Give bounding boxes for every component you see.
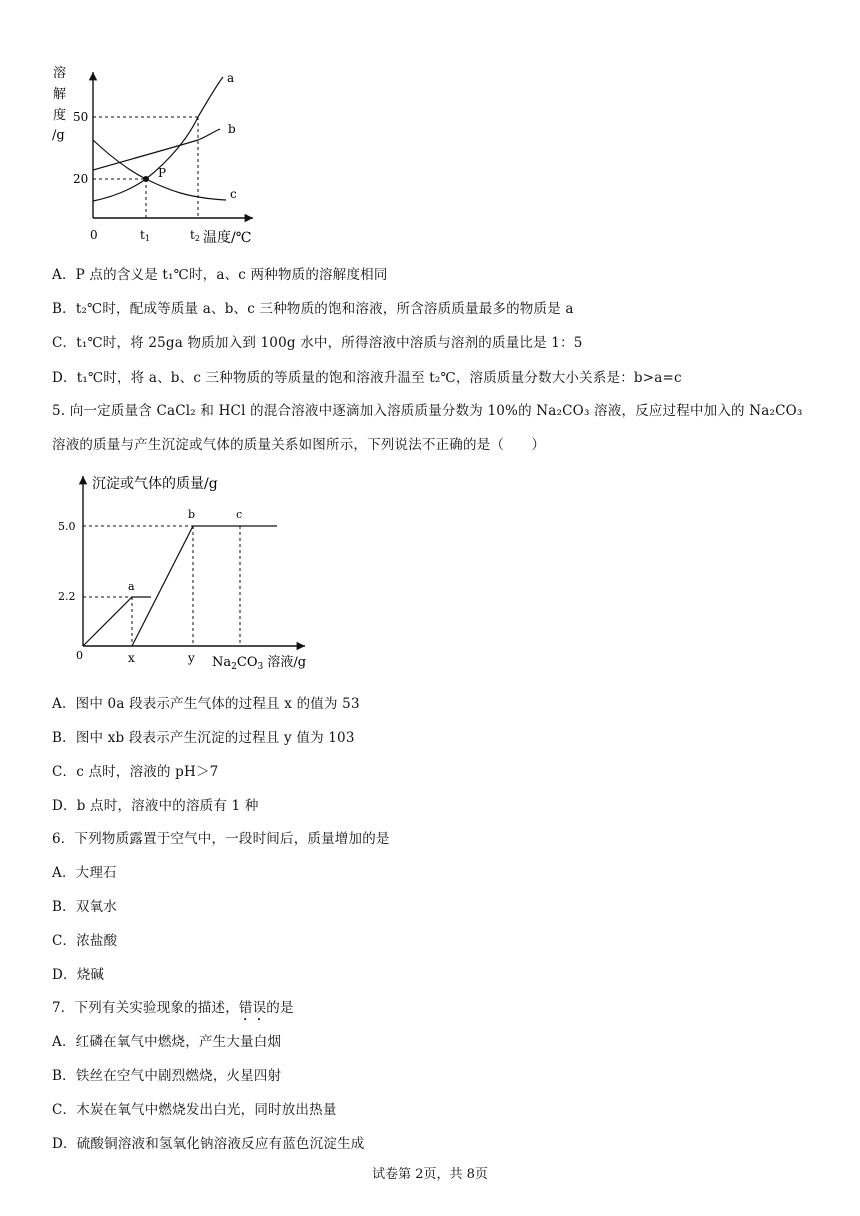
q7-option-d: D．硫酸铜溶液和氢氧化钠溶液反应有蓝色沉淀生成 [52, 1136, 365, 1152]
q4-option-b: B．t₂℃时，配成等质量 a、b、c 三种物质的饱和溶液，所含溶质质量最多的物质是 a [52, 301, 574, 317]
q5-stem-line2: 溶液的质量与产生沉淀或气体的质量关系如图所示，下列说法不正确的是（ ） [52, 437, 546, 453]
q6-option-d: D．烧碱 [52, 967, 105, 983]
solubility-xlabel: 温度/℃ [203, 230, 252, 246]
solubility-tick-t2: t2 [190, 228, 200, 243]
q5-option-d: D．b 点时，溶液中的溶质有 1 种 [52, 798, 259, 814]
mass-chart [50, 466, 340, 676]
solubility-label-p: P [158, 166, 167, 180]
solubility-tick-20: 20 [73, 172, 89, 186]
q7-stem-post: 的是 [266, 1000, 294, 1016]
q7-stem-pre: 7．下列有关实验现象的描述， [52, 1000, 239, 1016]
solubility-tick-50: 50 [73, 110, 89, 124]
mass-tick-x: x [128, 651, 135, 665]
q5-stem-line1: 5. 向一定质量含 CaCl₂ 和 HCl 的混合溶液中逐滴加入溶质质量分数为 10%的 Na₂CO₃ 溶液，反应过程中加入的 Na₂CO₃ [52, 403, 803, 419]
mass-segment-0a [83, 597, 151, 646]
solubility-ylabel-1: 溶 [53, 66, 67, 81]
solubility-curve-b [93, 129, 220, 170]
solubility-point-p [143, 176, 149, 182]
solubility-ylabel-3: 度 [53, 108, 67, 123]
solubility-ylabel-2: 解 [53, 87, 67, 102]
q6-option-c: C．浓盐酸 [52, 933, 118, 949]
q7-option-a: A．红磷在氧气中燃烧，产生大量白烟 [52, 1034, 282, 1050]
q4-option-d: D．t₁℃时，将 a、b、c 三种物质的等质量的饱和溶液升温至 t₂℃，溶质质量分数大小关系是：b>a=c [52, 370, 682, 386]
mass-ylabel: 沉淀或气体的质量/g [92, 476, 218, 492]
mass-tick-5: 5.0 [58, 520, 76, 533]
mass-label-a: a [128, 580, 135, 593]
q7-option-b: B．铁丝在空气中剧烈燃烧，火星四射 [52, 1068, 282, 1084]
solubility-label-c: c [230, 187, 237, 201]
solubility-chart [48, 60, 328, 260]
solubility-label-b: b [228, 122, 236, 136]
q7-stem-emphasis: 错误 [238, 1000, 267, 1016]
page-footer: 试卷第 2页，共 8页 [372, 1167, 488, 1182]
mass-tick-2.2: 2.2 [58, 590, 76, 603]
mass-origin: 0 [76, 649, 83, 662]
q5-option-c: C．c 点时，溶液的 pH＞7 [52, 764, 219, 780]
mass-label-b: b [188, 508, 196, 521]
mass-tick-y: y [188, 651, 195, 665]
q6-option-b: B．双氧水 [52, 899, 117, 915]
q6-option-a: A．大理石 [52, 865, 117, 881]
mass-xlabel: $Na_2CO_3$ 溶液/g [212, 655, 307, 672]
q4-option-a: A．P 点的含义是 t₁℃时，a、c 两种物质的溶解度相同 [52, 267, 388, 283]
mass-segment-xb [132, 526, 277, 646]
mass-label-c: c [236, 508, 243, 521]
q7-option-c: C．木炭在氧气中燃烧发出白光，同时放出热量 [52, 1102, 337, 1118]
solubility-label-a: a [227, 71, 235, 85]
q6-stem: 6．下列物质露置于空气中，一段时间后，质量增加的是 [52, 831, 390, 847]
solubility-origin: 0 [90, 228, 98, 242]
solubility-ylabel-4: /g [52, 128, 65, 143]
q5-option-b: B．图中 xb 段表示产生沉淀的过程且 y 值为 103 [52, 730, 355, 746]
q4-option-c: C．t₁℃时，将 25ga 物质加入到 100g 水中，所得溶液中溶质与溶剂的质量比是 1：5 [52, 335, 583, 351]
solubility-tick-t1: t1 [140, 228, 150, 243]
solubility-curve-a [93, 77, 223, 201]
q5-option-a: A．图中 0a 段表示产生气体的过程且 x 的值为 53 [52, 696, 360, 712]
q7-stem [52, 996, 294, 1024]
